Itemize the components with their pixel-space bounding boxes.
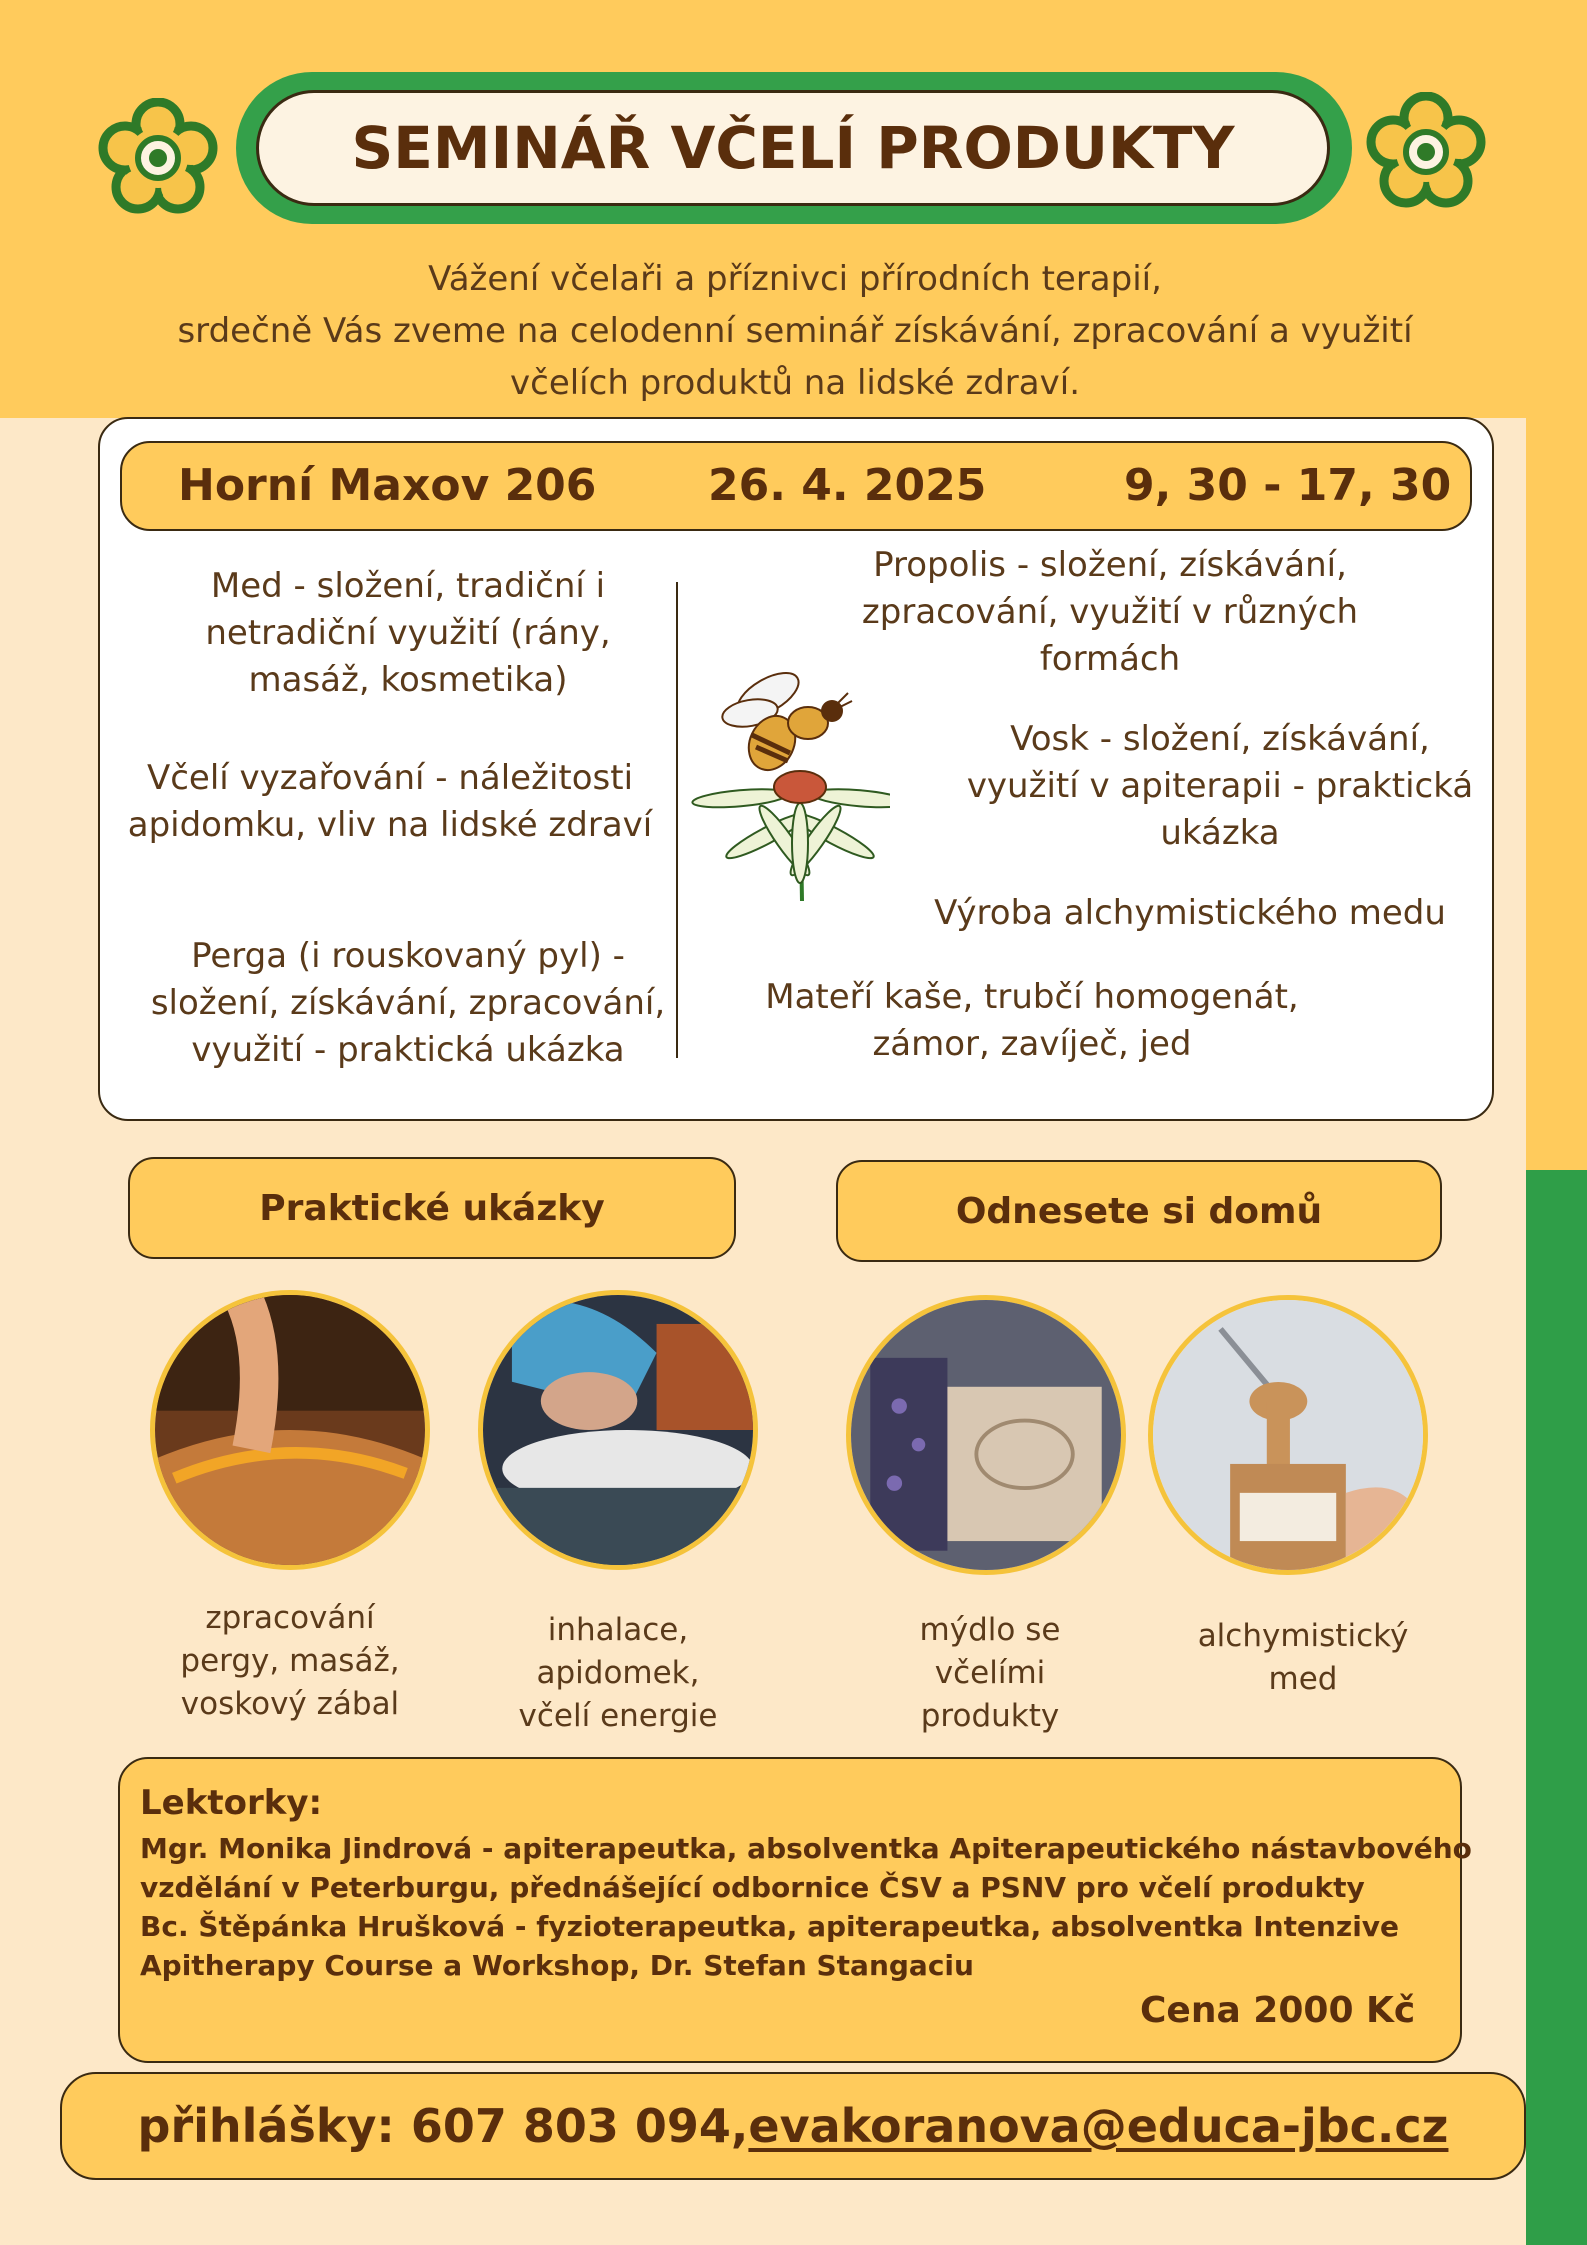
topic-line: ukázka [1160, 813, 1280, 853]
event-time: 9, 30 - 17, 30 [1124, 460, 1452, 511]
topic-line: Včelí vyzařování - náležitosti [146, 758, 634, 798]
price: Cena 2000 Kč [1140, 1990, 1416, 2031]
flower-icon [1366, 92, 1486, 212]
topic-line: Výroba alchymistického medu [934, 893, 1446, 933]
event-place: Horní Maxov 206 [178, 460, 597, 511]
topic-line: Mateří kaše, trubčí homogenát, [765, 977, 1299, 1017]
topic-line: netradiční využití (rány, [205, 613, 611, 653]
lecturer-text: Apitherapy Course a Workshop, Dr. Stefan Stangaciu [140, 1949, 974, 1982]
caption-line: voskový zábal [180, 1686, 400, 1722]
soap-photo [846, 1295, 1126, 1575]
caption-line: pergy, masáž, [180, 1643, 400, 1679]
caption-line: produkty [920, 1698, 1060, 1734]
practical-demos-heading: Praktické ukázky [128, 1157, 736, 1259]
page-title: SEMINÁŘ VČELÍ PRODUKTY [351, 114, 1235, 182]
lecturer-text: vzdělání v Peterburgu, přednášející odbornice ČSV a PSNV pro včelí produkty [140, 1871, 1365, 1904]
honey-jar-photo [1148, 1295, 1428, 1575]
caption-line: med [1268, 1661, 1338, 1697]
lecturer-text: Mgr. Monika Jindrová - apiterapeutka, absolventka Apiterapeutického nástavbového [140, 1832, 1472, 1865]
topic-line: zpracování, využití v různých [861, 592, 1359, 632]
intro-text [100, 253, 1490, 409]
topic-item [100, 755, 680, 849]
event-date: 26. 4. 2025 [708, 460, 987, 511]
lecturers-heading: Lektorky: [140, 1783, 323, 1823]
topic-item [820, 542, 1400, 683]
bee-on-flower-icon [690, 665, 890, 905]
topic-item [742, 974, 1322, 1068]
topic-line: Vosk - složení, získávání, [1010, 719, 1430, 759]
inhalation-photo [478, 1290, 758, 1570]
topic-item [118, 563, 698, 704]
intro-line: srdečně Vás zveme na celodenní seminář získávání, zpracování a využití [177, 311, 1413, 351]
title-box [256, 90, 1330, 206]
photo-caption [478, 1609, 758, 1738]
lecturer-text: Bc. Štěpánka Hrušková - fyzioterapeutka, apiterapeutka, absolventka Intenzive [140, 1910, 1400, 1943]
photo-caption [850, 1609, 1130, 1738]
caption-line: zpracování [205, 1600, 375, 1636]
photo-caption [1163, 1615, 1443, 1701]
topic-line: zámor, zavíječ, jed [872, 1024, 1192, 1064]
caption-line: alchymistický [1197, 1618, 1409, 1654]
intro-line: včelích produktů na lidské zdraví. [510, 363, 1080, 403]
intro-line: Vážení včelaři a příznivci přírodních terapií, [428, 259, 1162, 299]
topic-line: využití - praktická ukázka [191, 1030, 625, 1070]
topic-line: složení, získávání, zpracování, [150, 983, 666, 1023]
topic-line: Propolis - složení, získávání, [873, 545, 1347, 585]
caption-line: včelími [934, 1655, 1046, 1691]
side-stripe-green [1526, 1170, 1587, 2245]
registration-email-link[interactable]: evakoranova@educa-jbc.cz [748, 2099, 1449, 2153]
topic-line: formách [1039, 639, 1181, 679]
topic-item [940, 716, 1500, 857]
caption-line: inhalace, [547, 1612, 689, 1648]
caption-line: apidomek, [536, 1655, 700, 1691]
topic-line: masáž, kosmetika) [248, 660, 568, 700]
topic-item [900, 890, 1480, 937]
registration-bar [60, 2072, 1526, 2180]
photo-caption [150, 1597, 430, 1726]
side-stripe-yellow [1526, 418, 1587, 1170]
topic-item [118, 933, 698, 1074]
caption-line: včelí energie [518, 1698, 718, 1734]
flower-icon [98, 98, 218, 218]
topic-line: využití v apiterapii - praktická [966, 766, 1474, 806]
massage-photo [150, 1290, 430, 1570]
topic-line: Med - složení, tradiční i [210, 566, 606, 606]
take-home-heading: Odnesete si domů [836, 1160, 1442, 1262]
caption-line: mýdlo se [919, 1612, 1061, 1648]
topic-line: apidomku, vliv na lidské zdraví [127, 805, 653, 845]
registration-label: přihlášky: 607 803 094, [137, 2099, 749, 2153]
topic-line: Perga (i rouskovaný pyl) - [191, 936, 625, 976]
